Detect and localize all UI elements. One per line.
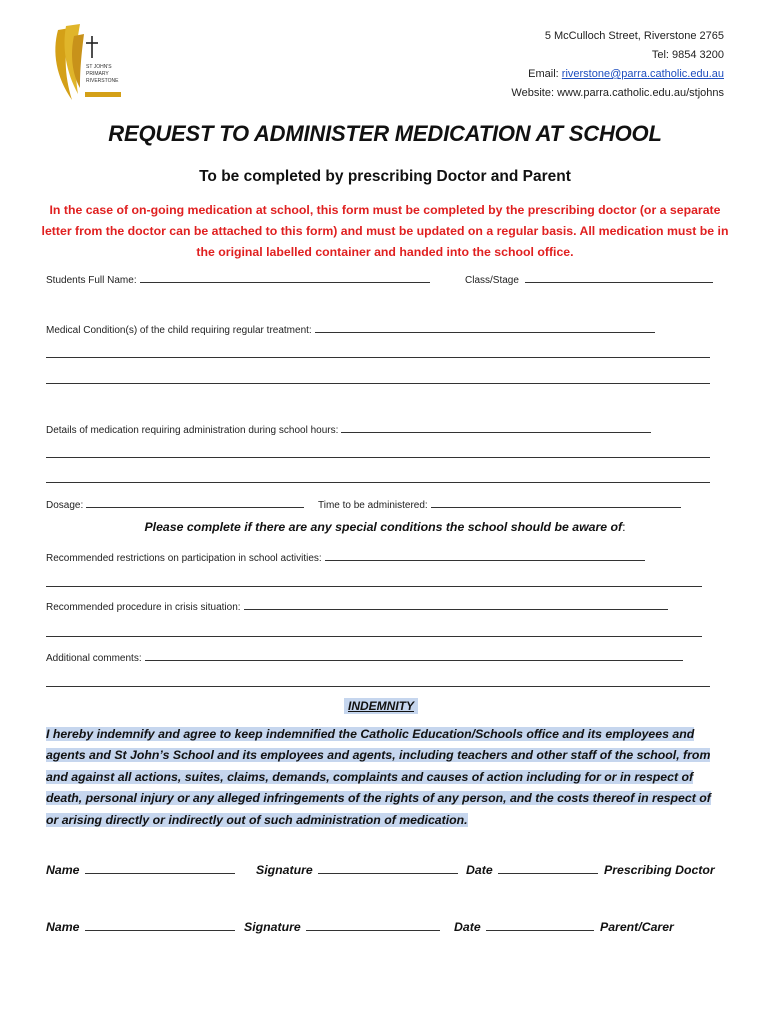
dosage-field[interactable] <box>46 498 304 511</box>
doctor-date-line[interactable] <box>498 863 598 874</box>
parent-signature-line[interactable] <box>306 920 440 931</box>
doctor-signature-line[interactable] <box>318 863 458 874</box>
class-stage-line[interactable] <box>525 273 713 283</box>
doctor-signature-field[interactable] <box>256 863 458 877</box>
medication-details-field[interactable] <box>46 423 651 436</box>
parent-name-label: Name <box>46 920 80 934</box>
doctor-name-label: Name <box>46 863 80 877</box>
time-administered-field[interactable] <box>318 498 681 511</box>
doctor-date-field[interactable] <box>466 863 598 877</box>
special-conditions-heading <box>0 520 770 534</box>
crisis-procedure-line-2[interactable] <box>46 636 702 637</box>
email-row <box>511 65 724 84</box>
school-logo <box>50 22 126 104</box>
crisis-procedure-field[interactable] <box>46 600 668 613</box>
doctor-signature-label: Signature <box>256 863 313 877</box>
dosage-label: Dosage: <box>46 500 84 511</box>
medical-condition-label: Medical Condition(s) of the child requiring regular treatment: <box>46 325 312 336</box>
parent-signature-field[interactable] <box>244 920 440 934</box>
special-conditions-colon: : <box>622 520 626 534</box>
medical-condition-field[interactable] <box>46 323 655 336</box>
time-administered-line[interactable] <box>431 498 681 508</box>
medical-condition-line-3[interactable] <box>46 383 710 384</box>
page-title: REQUEST TO ADMINISTER MEDICATION AT SCHOOL <box>108 121 662 146</box>
doctor-name-field[interactable] <box>46 863 235 877</box>
crisis-procedure-label: Recommended procedure in crisis situation: <box>46 602 241 613</box>
additional-comments-line-2[interactable] <box>46 686 710 687</box>
student-name-line[interactable] <box>140 273 430 283</box>
svg-text:PRIMARY: PRIMARY <box>86 71 109 77</box>
restrictions-line-2[interactable] <box>46 586 702 587</box>
parent-date-field[interactable] <box>454 920 594 934</box>
time-administered-label: Time to be administered: <box>318 500 428 511</box>
additional-comments-label: Additional comments: <box>46 653 142 664</box>
indemnity-text: I hereby indemnify and agree to keep indemnified the Catholic Education/Schools office and its employees and agents and St John’s School and its employees and agents, including teachers and other staff of the school, from and against all actions, suites, claims, demands, complaints and causes of action including for or in respect of death, personal injury or any alleged infringements of the rights of any person, and the costs thereof in respect of or arising directly or indirectly out of such administration of medication. <box>46 727 711 827</box>
class-stage-label: Class/Stage <box>465 275 519 286</box>
svg-text:ST JOHN'S: ST JOHN'S <box>86 64 112 70</box>
warning-notice: In the case of on-going medication at school, this form must be completed by the prescribing doctor (or a separate letter from the doctor can be attached to this form) and must be updated on a regular basis. All medication must be in the original labelled container and handed into the school office. <box>41 203 729 259</box>
doctor-name-line[interactable] <box>85 863 235 874</box>
doctor-date-label: Date <box>466 863 493 877</box>
parent-date-line[interactable] <box>486 920 594 931</box>
contact-block <box>511 27 724 103</box>
restrictions-label: Recommended restrictions on participation in school activities: <box>46 553 322 564</box>
email-link[interactable]: riverstone@parra.catholic.edu.au <box>561 68 724 80</box>
medication-details-line-3[interactable] <box>46 482 710 483</box>
svg-text:RIVERSTONE: RIVERSTONE <box>86 78 119 84</box>
indemnity-title: INDEMNITY <box>344 698 418 714</box>
parent-signature-label: Signature <box>244 920 301 934</box>
special-conditions-text: Please complete if there are any special conditions the school should be aware of <box>144 520 623 534</box>
additional-comments-line[interactable] <box>145 651 683 661</box>
medication-details-line-2[interactable] <box>46 457 710 458</box>
parent-name-line[interactable] <box>85 920 235 931</box>
parent-name-field[interactable] <box>46 920 235 934</box>
parent-date-label: Date <box>454 920 481 934</box>
email-label: Email: <box>528 68 562 80</box>
dosage-line[interactable] <box>86 498 304 508</box>
website: Website: www.parra.catholic.edu.au/stjohns <box>511 87 724 99</box>
indemnity-text-block <box>46 724 722 831</box>
prescribing-doctor-label: Prescribing Doctor <box>604 863 715 877</box>
parent-carer-label: Parent/Carer <box>600 920 674 934</box>
crisis-procedure-line[interactable] <box>244 600 668 610</box>
additional-comments-field[interactable] <box>46 651 683 664</box>
medical-condition-line[interactable] <box>315 323 655 333</box>
medication-details-label: Details of medication requiring administration during school hours: <box>46 425 339 436</box>
restrictions-field[interactable] <box>46 551 645 564</box>
student-name-field[interactable] <box>46 273 430 286</box>
restrictions-line[interactable] <box>325 551 645 561</box>
class-stage-field[interactable] <box>465 273 713 286</box>
student-name-label: Students Full Name: <box>46 275 137 286</box>
medication-details-line[interactable] <box>341 423 651 433</box>
address: 5 McCulloch Street, Riverstone 2765 <box>544 30 724 42</box>
telephone: Tel: 9854 3200 <box>651 49 724 61</box>
medical-condition-line-2[interactable] <box>46 357 710 358</box>
page-subtitle: To be completed by prescribing Doctor and Parent <box>199 168 571 185</box>
